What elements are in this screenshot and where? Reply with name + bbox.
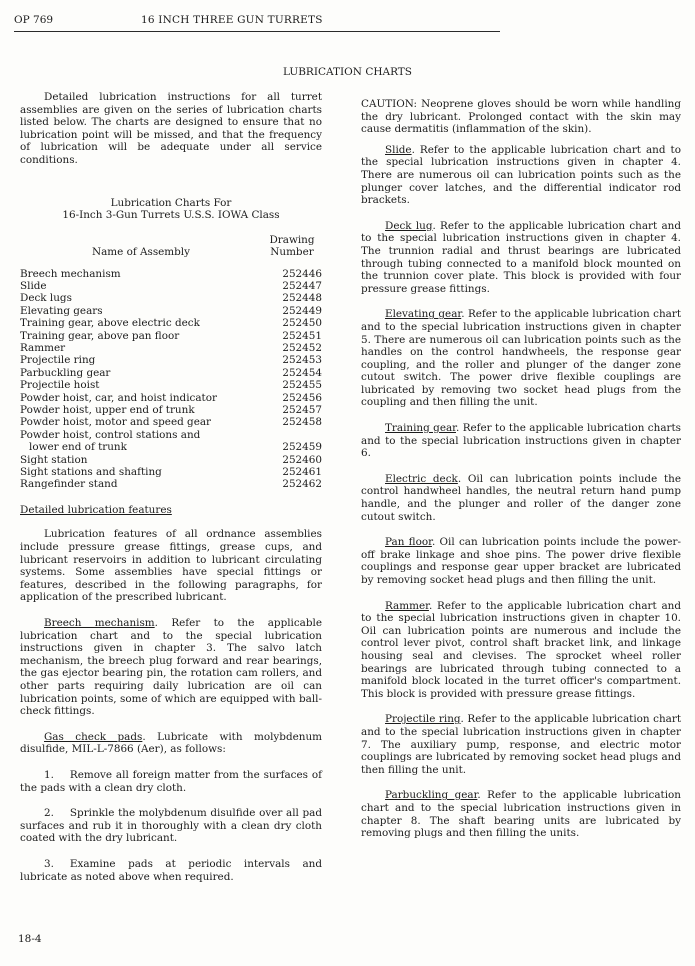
column-header-number-line-2: Number	[270, 246, 314, 259]
assembly-name: Projectile ring	[20, 354, 96, 367]
breech-paragraph	[20, 617, 322, 718]
gas-check-text: . Lubricate with molybdenum disulfide, MIL-L-7866 (Aer), as follows:	[20, 730, 322, 756]
column-header-number	[262, 234, 322, 259]
procedure-step	[20, 769, 322, 794]
table-row	[20, 454, 322, 466]
lubrication-section	[361, 220, 681, 296]
section-text: . Refer to the applicable lubrication chart and to the special lubrication instructions given in chapter 8. The shaft bearing units are lubricated by removing plugs and then filling the units.	[361, 789, 681, 840]
section-text: . Oil can lubrication points include the power-off brake linkage and shoe pins. The power drive flexible couplings and response gear upper bracket are lubricated by removing socket head plugs and then filling the unit.	[361, 536, 681, 586]
procedure-step	[20, 807, 322, 845]
header-rule	[14, 31, 500, 32]
table-row	[20, 404, 322, 416]
drawing-number-empty	[262, 429, 322, 441]
document-title: 16 INCH THREE GUN TURRETS	[141, 14, 323, 26]
table-row	[20, 367, 322, 379]
assembly-name: Powder hoist, car, and hoist indicator	[20, 391, 217, 404]
features-heading-text: Detailed lubrication features	[20, 503, 172, 516]
table-title	[20, 197, 322, 222]
assembly-name: Breech mechanism	[20, 267, 121, 280]
assembly-name: Slide	[20, 279, 47, 292]
table-row	[20, 354, 322, 366]
lubrication-section	[361, 308, 681, 409]
gas-check-heading: Gas check pads	[44, 730, 143, 743]
section-heading: Deck lug	[385, 219, 433, 232]
lubrication-section	[361, 473, 681, 523]
assembly-name: Elevating gears	[20, 304, 103, 317]
table-row	[20, 280, 322, 292]
section-text: . Refer to the applicable lubrication chart and to the special lubrication instructions given in chapter 7. The auxiliary pump, response, and electric motor couplings are lubricated by removing socket head plugs and then filling the unit.	[361, 713, 681, 776]
drawing-number: 252462	[282, 478, 322, 491]
assembly-name: Sight stations and shafting	[20, 466, 162, 479]
step-text: Examine pads at periodic intervals and lubricate as noted above when required.	[20, 857, 322, 883]
table-row	[20, 466, 322, 478]
section-heading: Elevating gear	[385, 308, 462, 321]
drawing-number: 252450	[282, 317, 322, 330]
column-header-name	[20, 234, 262, 259]
drawing-number: 252457	[282, 404, 322, 417]
table-row	[20, 305, 322, 317]
drawing-number: 252452	[282, 342, 322, 354]
assembly-name: Powder hoist, control stations and	[20, 428, 201, 441]
assembly-name: Deck lugs	[20, 292, 72, 305]
drawing-number: 252447	[282, 279, 322, 292]
section-text: . Refer to the applicable lubrication chart and to the special lubrication instructions given in chapter 10. Oil can lubrication points are numerous and include the control lever pivot, control shaft bracket link, and linkage housing seal and clevises. The sprocket wheel roller bearings are lubricated through tubing connected to a manifold block located in the turret officer's compartment. This block is provided with pressure grease fittings.	[361, 599, 681, 700]
assembly-name: Training gear, above electric deck	[20, 317, 200, 330]
section-title: LUBRICATION CHARTS	[282, 66, 413, 78]
assembly-name: Training gear, above pan floor	[20, 329, 180, 342]
section-heading: Projectile ring	[385, 713, 461, 726]
table-row	[20, 429, 322, 441]
page-number: 18-4	[18, 933, 42, 945]
running-header	[14, 14, 681, 28]
step-number: 1.	[44, 768, 54, 781]
drawing-number: 252454	[282, 366, 322, 379]
table-title-line-2: 16-Inch 3-Gun Turrets U.S.S. IOWA Class	[62, 209, 280, 222]
assembly-name: Parbuckling gear	[20, 366, 111, 379]
gas-check-paragraph	[20, 731, 322, 756]
drawing-number: 252460	[282, 453, 322, 466]
table-row	[20, 392, 322, 404]
assembly-name: Powder hoist, motor and speed gear	[20, 416, 212, 429]
table-title-line-1: Lubrication Charts For	[110, 196, 232, 209]
column-header-name-text: Name of Assembly	[91, 246, 190, 259]
table-header-row	[20, 234, 322, 259]
table-row	[20, 317, 322, 329]
breech-heading: Breech mechanism	[44, 617, 155, 630]
table-row	[20, 379, 322, 391]
features-paragraph: Lubrication features of all ordnance assemblies include pressure grease fittings, grease cups, and lubricant reservoirs in addition to lubricant circulating systems. Some assemblies have special fittings or features, described in the following paragraphs, for application of the prescribed lubricant.	[20, 528, 322, 604]
drawing-number: 252453	[282, 354, 322, 367]
section-text: . Refer to the applicable lubrication chart and to the special lubrication instructions given in chapter 4. There are numerous oil can lubrication points such as the plunger cover latches, and the differential indicator rod brackets.	[361, 143, 681, 207]
table-row	[20, 330, 322, 342]
lubrication-section	[361, 789, 681, 839]
lubrication-section	[361, 144, 681, 207]
assembly-name: Rangefinder stand	[20, 478, 118, 491]
lubrication-charts-table	[20, 234, 322, 491]
section-text: . Refer to the applicable lubrication chart and to the special lubrication instructions given in chapter 4. The trunnion radial and thrust bearings are lubricated through tubing connected to a manifold block mounted on the trunnion cover plate. This block is provided with four pressure grease fittings.	[361, 219, 681, 295]
assembly-name: Rammer	[20, 342, 66, 354]
assembly-name: Projectile hoist	[20, 379, 100, 392]
section-heading: Pan floor	[385, 536, 432, 549]
table-row	[20, 292, 322, 304]
table-row	[20, 416, 322, 428]
lubrication-section	[361, 422, 681, 460]
drawing-number: 252458	[282, 416, 322, 429]
lubrication-section	[361, 600, 681, 701]
step-text: Sprinkle the molybdenum disulfide over all pad surfaces and rub it in thoroughly with a clean dry cloth coated with the dry lubricant.	[20, 807, 322, 845]
features-heading	[20, 504, 322, 517]
drawing-number: 252448	[282, 292, 322, 305]
right-column	[361, 98, 681, 840]
section-heading: Electric deck	[385, 472, 458, 485]
table-row	[20, 268, 322, 280]
step-number: 2.	[44, 807, 54, 820]
assembly-name: Sight station	[20, 453, 88, 466]
drawing-number: 252461	[282, 466, 322, 479]
section-text: . Oil can lubrication points include the control handwheel handles, the neutral return hand pump handle, and the plunger and roller of the danger zone cutout switch.	[361, 472, 681, 523]
section-text: . Refer to the applicable lubrication chart and to the special lubrication instructions given in chapter 5. There are numerous oil can lubrication points such as the handles on the control handwheels, the response gear coupling, and the roller and plunger of the danger zone cutout switch. The power drive flexible couplings are lubricated by removing two socket head plugs from the coupling and then filling the unit.	[361, 308, 681, 409]
left-column	[20, 91, 322, 883]
section-heading: Slide	[385, 143, 412, 156]
assembly-name: Powder hoist, upper end of trunk	[20, 404, 195, 417]
caution-note: CAUTION: Neoprene gloves should be worn while handling the dry lubricant. Prolonged contact with the skin may cause dermatitis (inflammation of the skin).	[361, 98, 681, 136]
table-row-continuation	[20, 441, 322, 453]
table-row	[20, 342, 322, 354]
drawing-number: 252455	[282, 379, 322, 392]
lubrication-section	[361, 536, 681, 586]
section-heading: Parbuckling gear	[385, 789, 478, 802]
drawing-number: 252459	[282, 441, 322, 454]
assembly-name-continued: lower end of trunk	[29, 441, 127, 454]
drawing-number: 252446	[282, 267, 322, 280]
document-id: OP 769	[14, 14, 54, 26]
procedure-step	[20, 858, 322, 883]
drawing-number: 252456	[282, 391, 322, 404]
lubrication-section	[361, 713, 681, 776]
step-text: Remove all foreign matter from the surfaces of the pads with a clean dry cloth.	[20, 768, 322, 794]
drawing-number: 252449	[282, 304, 322, 317]
breech-text: . Refer to the applicable lubrication chart and to the special lubrication instructions given in chapter 3. The salvo latch mechanism, the breech plug forward and rear bearings, the gas ejector bearing pin, the rotation cam rollers, and other parts requiring daily lubrication are oil can lubrication points, some of which are equipped with ball-check fittings.	[20, 617, 323, 718]
section-heading: Training gear	[385, 422, 456, 435]
intro-paragraph: Detailed lubrication instructions for all turret assemblies are given on the series of lubrication charts listed below. The charts are designed to ensure that no lubrication point will be missed, and that the frequency of lubrication will be adequate under all service conditions.	[20, 91, 322, 166]
section-heading: Rammer	[385, 599, 429, 612]
drawing-number: 252451	[282, 329, 322, 342]
section-text: . Refer to the applicable lubrication charts and to the special lubrication instructions given in chapter 6.	[361, 422, 681, 460]
column-header-number-line-1: Drawing	[269, 233, 315, 246]
step-number: 3.	[44, 857, 54, 870]
table-row	[20, 478, 322, 490]
